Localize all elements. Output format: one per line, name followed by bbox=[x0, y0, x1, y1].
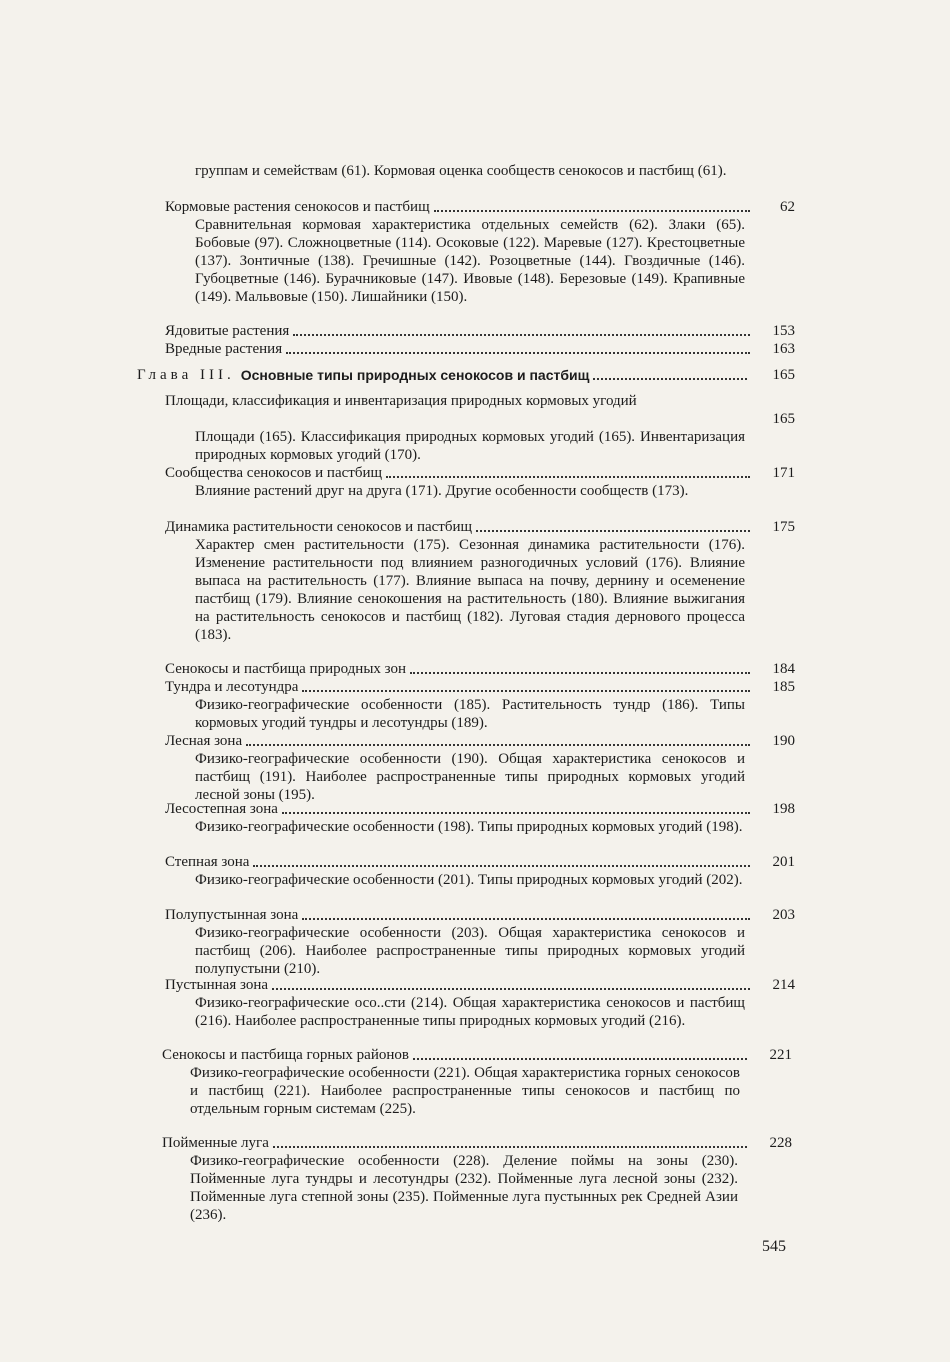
entry-title: Тундра и лесотундра bbox=[165, 679, 299, 695]
toc-entry[interactable] bbox=[165, 660, 750, 678]
toc-entry[interactable] bbox=[165, 518, 750, 536]
entry-page-number: 175 bbox=[772, 519, 795, 535]
entry-title: Степная зона bbox=[165, 854, 250, 870]
entry-title: Сенокосы и пастбища горных районов bbox=[162, 1047, 409, 1063]
toc-entry[interactable] bbox=[165, 322, 750, 340]
page-number: 545 bbox=[762, 1238, 786, 1255]
entry-page-number: 214 bbox=[772, 977, 795, 993]
toc-entry[interactable] bbox=[162, 1046, 747, 1064]
entry-title: Пустынная зона bbox=[165, 977, 269, 993]
entry-description: Физико-географические осо..сти (214). Общая характеристика сенокосов и пастбищ (216). Наиболее распространенные типы природных кормовых угодий (216). bbox=[195, 995, 745, 1029]
chapter-label: Глава III. bbox=[137, 367, 235, 383]
entry-page-number: 185 bbox=[772, 679, 795, 695]
entry-title: Лесная зона bbox=[165, 733, 243, 749]
entry-description: Физико-географические особенности (190). Общая характеристика сенокосов и пастбищ (191). Наиболее распространенные типы природных кормовых угодий лесной зоны (195). bbox=[195, 751, 745, 803]
entry-page-number: 153 bbox=[772, 323, 795, 339]
entry-page-number: 198 bbox=[772, 801, 795, 817]
entry-title: Вредные растения bbox=[165, 341, 283, 357]
entry-title: Ядовитые растения bbox=[165, 323, 290, 339]
entry-description: Сравнительная кормовая характеристика отдельных семейств (62). Злаки (65). Бобовые (97). Сложноцветные (114). Осоковые (122). Маревые (127). Крестоцветные (137). Зонтичные (138). Гречишные (142). Розоцветные (144). Гвоздичные (146). Губоцветные (146). Бурачниковые (147). Ивовые (148). Березовые (149). Крапивные (149). Мальвовые (150). Лишайники (150). bbox=[195, 217, 745, 305]
entry-page-number: 201 bbox=[772, 854, 795, 870]
entry-description: Физико-географические особенности (221). Общая характеристика горных сенокосов и пастбищ (221). Наиболее распространенные типы сенокосов и пастбищ по отдельным горным системам (225). bbox=[190, 1065, 740, 1117]
entry-page-number: 62 bbox=[780, 199, 795, 215]
entry-description: Влияние растений друг на друга (171). Другие особенности сообществ (173). bbox=[195, 483, 689, 499]
entry-description: Площади (165). Классификация природных кормовых угодий (165). Инвентаризация природных кормовых угодий (170). bbox=[195, 429, 745, 463]
toc-entry[interactable] bbox=[165, 464, 750, 482]
leader-dots bbox=[273, 1146, 747, 1148]
entry-description: Физико-географические особенности (185). Растительность тундр (186). Типы кормовых угодий тундры и лесотундры (189). bbox=[195, 697, 745, 731]
chapter-title: Основные типы природных сенокосов и пастбищ bbox=[240, 367, 590, 383]
entry-title: Кормовые растения сенокосов и пастбищ bbox=[165, 199, 430, 215]
entry-page-number: 165 bbox=[772, 411, 795, 427]
entry-description: Физико-географические особенности (201). Типы природных кормовых угодий (202). bbox=[195, 872, 743, 888]
chapter-heading[interactable] bbox=[137, 366, 747, 384]
entry-title: Лесостепная зона bbox=[165, 801, 278, 817]
entry-title: Сообщества сенокосов и пастбищ bbox=[165, 465, 383, 481]
toc-entry[interactable] bbox=[165, 678, 750, 696]
entry-description: Физико-географические особенности (198). Типы природных кормовых угодий (198). bbox=[195, 819, 743, 835]
entry-title: Полупустынная зона bbox=[165, 907, 299, 923]
entry-page-number: 184 bbox=[772, 661, 795, 677]
leader-dots bbox=[253, 865, 750, 867]
leader-dots bbox=[476, 530, 750, 532]
toc-entry[interactable] bbox=[165, 198, 750, 216]
leader-dots bbox=[282, 812, 750, 814]
toc-entry[interactable] bbox=[165, 853, 750, 871]
toc-entry[interactable] bbox=[165, 976, 750, 994]
entry-page-number: 221 bbox=[769, 1047, 792, 1063]
leader-dots bbox=[413, 1058, 747, 1060]
entry-page-number: 171 bbox=[772, 465, 795, 481]
leader-dots bbox=[302, 918, 750, 920]
leader-dots bbox=[302, 690, 750, 692]
entry-page-number: 190 bbox=[772, 733, 795, 749]
toc-entry[interactable] bbox=[165, 732, 750, 750]
entry-title: Пойменные луга bbox=[162, 1135, 269, 1151]
leader-dots bbox=[293, 334, 750, 336]
leader-dots bbox=[246, 744, 750, 746]
leader-dots bbox=[286, 352, 750, 354]
entry-page-number: 228 bbox=[769, 1135, 792, 1151]
entry-title: Динамика растительности сенокосов и пастбищ bbox=[165, 519, 473, 535]
continuation-text: группам и семействам (61). Кормовая оценка сообществ сенокосов и пастбищ (61). bbox=[195, 163, 727, 179]
leader-dots bbox=[434, 210, 750, 212]
leader-dots bbox=[386, 476, 750, 478]
entry-description: Характер смен растительности (175). Сезонная динамика растительности (176). Изменение растительности под влиянием разногодичных условий (176). Влияние выпаса на растительность (177). Влияние выпаса на почву, дернину и осеменение пастбищ (179). Влияние сенокошения на растительность (180). Влияние выжигания на растительность сенокосов и пастбищ (182). Луговая стадия дернового процесса (183). bbox=[195, 537, 745, 643]
entry-title[interactable]: Площади, классификация и инвентаризация природных кормовых угодий bbox=[165, 393, 637, 409]
toc-entry[interactable] bbox=[165, 906, 750, 924]
entry-title: Сенокосы и пастбища природных зон bbox=[165, 661, 407, 677]
leader-dots bbox=[272, 988, 750, 990]
toc-entry[interactable] bbox=[165, 800, 750, 818]
leader-dots bbox=[593, 378, 747, 380]
entry-page-number: 203 bbox=[772, 907, 795, 923]
entry-description: Физико-географические особенности (203). Общая характеристика сенокосов и пастбищ (206). Наиболее распространенные типы природных кормовых угодий полупустыни (210). bbox=[195, 925, 745, 977]
entry-description: Физико-географические особенности (228). Деление поймы на зоны (230). Пойменные луга тундры и лесотундры (232). Пойменные луга лесной зоны (232). Пойменные луга степной зоны (235). Пойменные луга пустынных рек Средней Азии (236). bbox=[190, 1153, 738, 1223]
entry-page-number: 163 bbox=[772, 341, 795, 357]
leader-dots bbox=[410, 672, 750, 674]
chapter-page-number: 165 bbox=[772, 367, 795, 383]
toc-entry[interactable] bbox=[165, 340, 750, 358]
toc-entry[interactable] bbox=[162, 1134, 747, 1152]
